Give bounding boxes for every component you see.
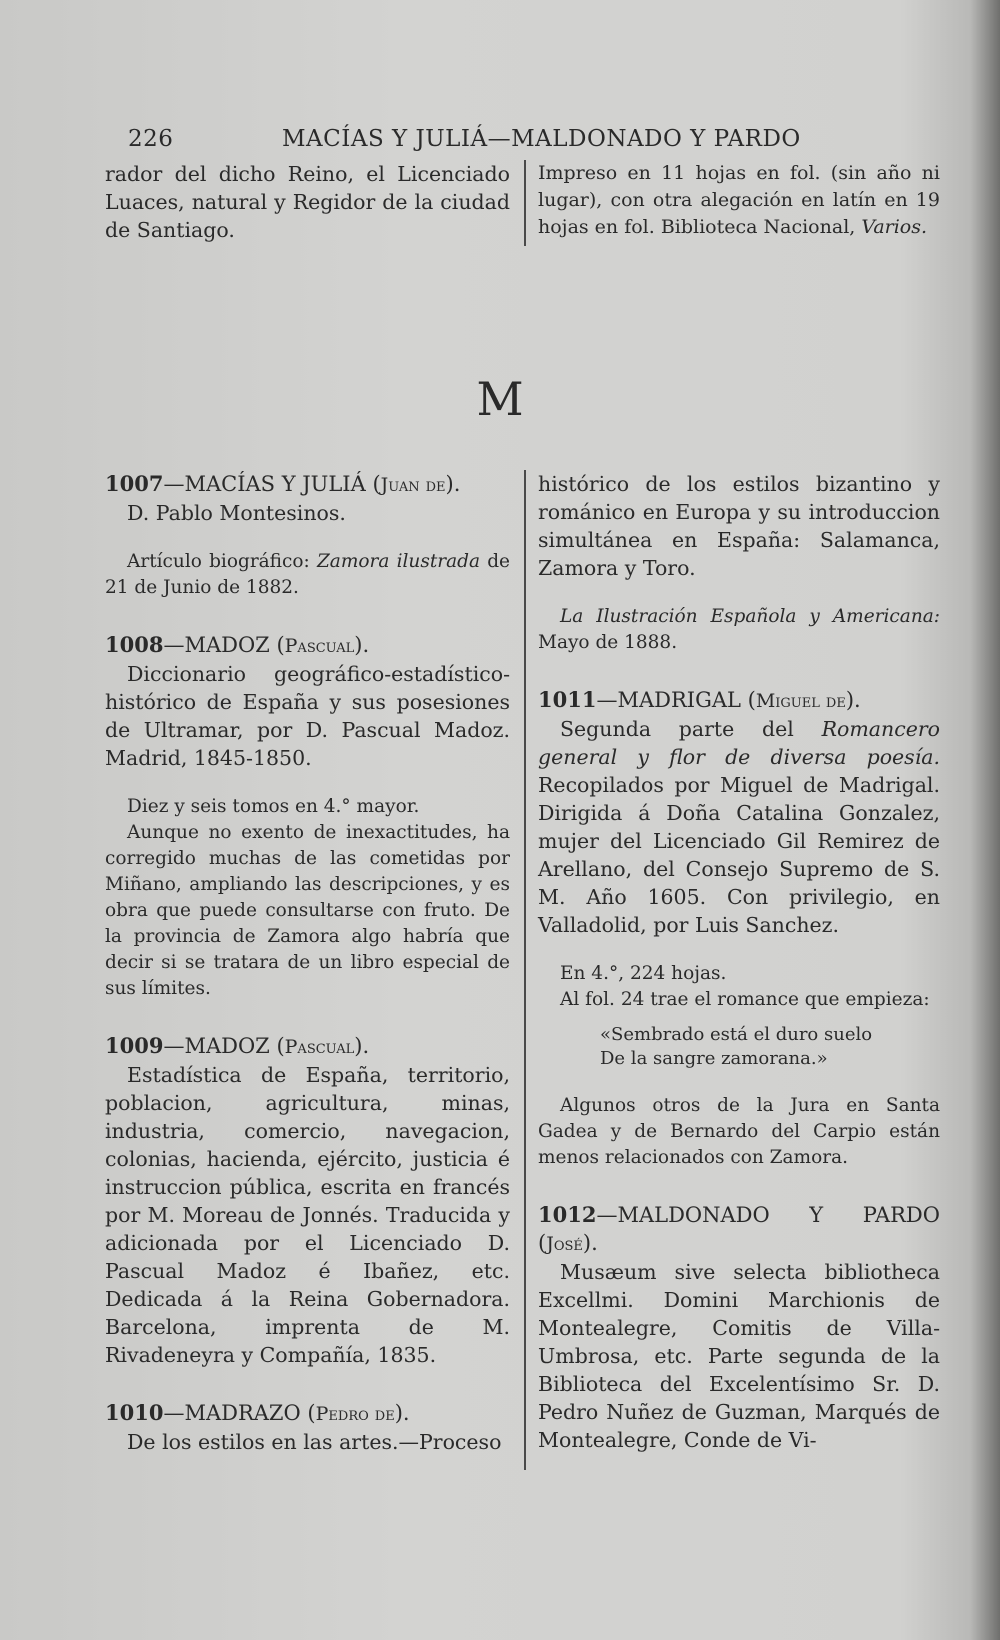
note-text: Artículo biográfico: bbox=[127, 551, 317, 572]
verse-line-2: De la sangre zamorana.» bbox=[600, 1048, 828, 1069]
entry-title: Musæum sive selecta bibliotheca Excellmi. Domini Marchionis de Montealegre, Comitis de Villa-Umbrosa, etc. Parte segunda de la Biblioteca del Excelentísimo Sr. D. Pedro Nuñez de Guzman, Marqués de Montealegre, Conde de Vi- bbox=[538, 1260, 940, 1452]
title-rest: Recopilados por Miguel de Madrigal. Dirigida á Doña Catalina Gonzalez, mujer del Licenciado Gil Remirez de Arellano, del Consejo Supremo de S. M. Año 1605. Con privilegio, en Valladolid, por Luis Sanchez. bbox=[538, 773, 940, 937]
note-italic: La Ilustración Española y Americana: bbox=[560, 606, 940, 627]
entry-heading bbox=[105, 631, 510, 660]
note-rest: de 21 de Junio de 1882. bbox=[105, 551, 510, 598]
entry-1010 bbox=[105, 1399, 510, 1456]
entry-author-given: Pedro de bbox=[315, 1403, 395, 1425]
entry-author-close: ). bbox=[445, 472, 461, 496]
continuation-note-text: Impreso en 11 hojas en fol. (sin año ni lugar), con otra alegación en latín en 19 hojas en fol. Biblioteca Nacional, bbox=[538, 162, 940, 238]
entry-number: 1010 bbox=[105, 1400, 164, 1425]
entry-author: —MADOZ ( bbox=[163, 1034, 285, 1058]
entry-note: Diez y seis tomos en 4.° mayor. bbox=[127, 796, 420, 817]
entry-note bbox=[538, 604, 940, 656]
entry-author-close: ). bbox=[582, 1231, 598, 1255]
entry-author-given: Miguel de bbox=[755, 690, 846, 712]
page-number: 226 bbox=[128, 126, 174, 152]
entry-1009 bbox=[105, 1032, 510, 1369]
entry-title: Diccionario geográfico-estadístico-histórico de España y sus posesiones de Ultramar, por D. Pascual Madoz. Madrid, 1845-1850. bbox=[105, 662, 510, 770]
entry-author-given: Pascual bbox=[284, 635, 355, 657]
entry-number: 1007 bbox=[105, 471, 164, 496]
entry-heading bbox=[105, 470, 510, 499]
right-column bbox=[538, 470, 940, 1454]
title-italic: Romancero general y flor de diversa poesía. bbox=[538, 717, 940, 769]
verse-line-1: «Sembrado está el duro suelo bbox=[600, 1024, 873, 1045]
entry-author-close: ). bbox=[354, 1034, 370, 1058]
title-pre: Segunda parte del bbox=[560, 717, 822, 741]
running-title: MACÍAS Y JULIÁ—MALDONADO Y PARDO bbox=[282, 126, 801, 152]
entry-1007 bbox=[105, 470, 510, 601]
entry-author-close: ). bbox=[845, 688, 861, 712]
verse-quote bbox=[538, 1023, 940, 1071]
entry-heading bbox=[538, 686, 940, 715]
note-italic: Zamora ilustrada bbox=[316, 551, 481, 572]
entry-author: —MALDONADO Y PARDO ( bbox=[538, 1203, 940, 1255]
entry-title: D. Pablo Montesinos. bbox=[127, 501, 346, 525]
page-header bbox=[0, 126, 1000, 156]
entry-title-continued: histórico de los estilos bizantino y románico en Europa y su introduccion simultánea en España: Salamanca, Zamora y Toro. bbox=[538, 472, 940, 580]
entry-author: —MADOZ ( bbox=[163, 633, 285, 657]
entry-author-close: ). bbox=[354, 633, 370, 657]
top-column-divider bbox=[524, 160, 526, 246]
section-letter: M bbox=[476, 372, 524, 426]
entry-note-3: Algunos otros de la Jura en Santa Gadea y de Bernardo del Carpio están menos relacionados con Zamora. bbox=[538, 1095, 940, 1168]
entry-1012 bbox=[538, 1201, 940, 1454]
entry-author: —MADRIGAL ( bbox=[596, 688, 756, 712]
entry-number: 1011 bbox=[538, 687, 597, 712]
continuation-note-italic: Varios. bbox=[861, 216, 928, 238]
entry-author-given: Juan de bbox=[380, 474, 446, 496]
entry-author-given: José bbox=[546, 1233, 583, 1255]
entry-note: En 4.°, 224 hojas. bbox=[560, 963, 727, 984]
entry-number: 1009 bbox=[105, 1033, 164, 1058]
left-column bbox=[105, 470, 510, 1456]
entry-1010-continued bbox=[538, 470, 940, 656]
entry-heading bbox=[538, 1201, 940, 1258]
entry-note bbox=[105, 549, 510, 601]
top-left-continuation bbox=[105, 160, 510, 244]
note-rest: Mayo de 1888. bbox=[538, 632, 678, 653]
entry-number: 1012 bbox=[538, 1202, 597, 1227]
top-right-continuation bbox=[538, 160, 940, 241]
entry-title: De los estilos en las artes.—Proceso bbox=[127, 1430, 502, 1454]
column-divider bbox=[524, 470, 526, 1470]
entry-author: —MADRAZO ( bbox=[163, 1401, 316, 1425]
entry-heading bbox=[105, 1032, 510, 1061]
entry-title: Estadística de España, territorio, poblacion, agricultura, minas, industria, comercio, navegacion, colonias, hacienda, ejército, justicia é instruccion pública, escrita en francés por M. Moreau de Jonnés. Traducida y adicionada por el Licenciado D. Pascual Madoz é Ibañez, etc. Dedicada á la Reina Gobernadora. Barcelona, imprenta de M. Rivadeneyra y Compañía, 1835. bbox=[105, 1063, 510, 1367]
entry-author-close: ). bbox=[394, 1401, 410, 1425]
entry-author: —MACÍAS Y JULIÁ ( bbox=[163, 472, 381, 496]
continuation-note bbox=[538, 160, 940, 241]
entry-1008 bbox=[105, 631, 510, 1002]
entry-author-given: Pascual bbox=[284, 1036, 355, 1058]
entry-commentary: Aunque no exento de inexactitudes, ha corregido muchas de las cometidas por Miñano, ampliando las descripciones, y es obra que puede consultarse con fruto. De la provincia de Zamora algo habría que decir si se tratara de un libro especial de sus límites. bbox=[105, 822, 510, 999]
entry-1011 bbox=[538, 686, 940, 1171]
continuation-text: rador del dicho Reino, el Licenciado Luaces, natural y Regidor de la ciudad de Santiago. bbox=[105, 162, 510, 242]
entry-title bbox=[538, 715, 940, 939]
entry-number: 1008 bbox=[105, 632, 164, 657]
entry-note-2: Al fol. 24 trae el romance que empieza: bbox=[560, 989, 930, 1010]
entry-heading bbox=[105, 1399, 510, 1428]
